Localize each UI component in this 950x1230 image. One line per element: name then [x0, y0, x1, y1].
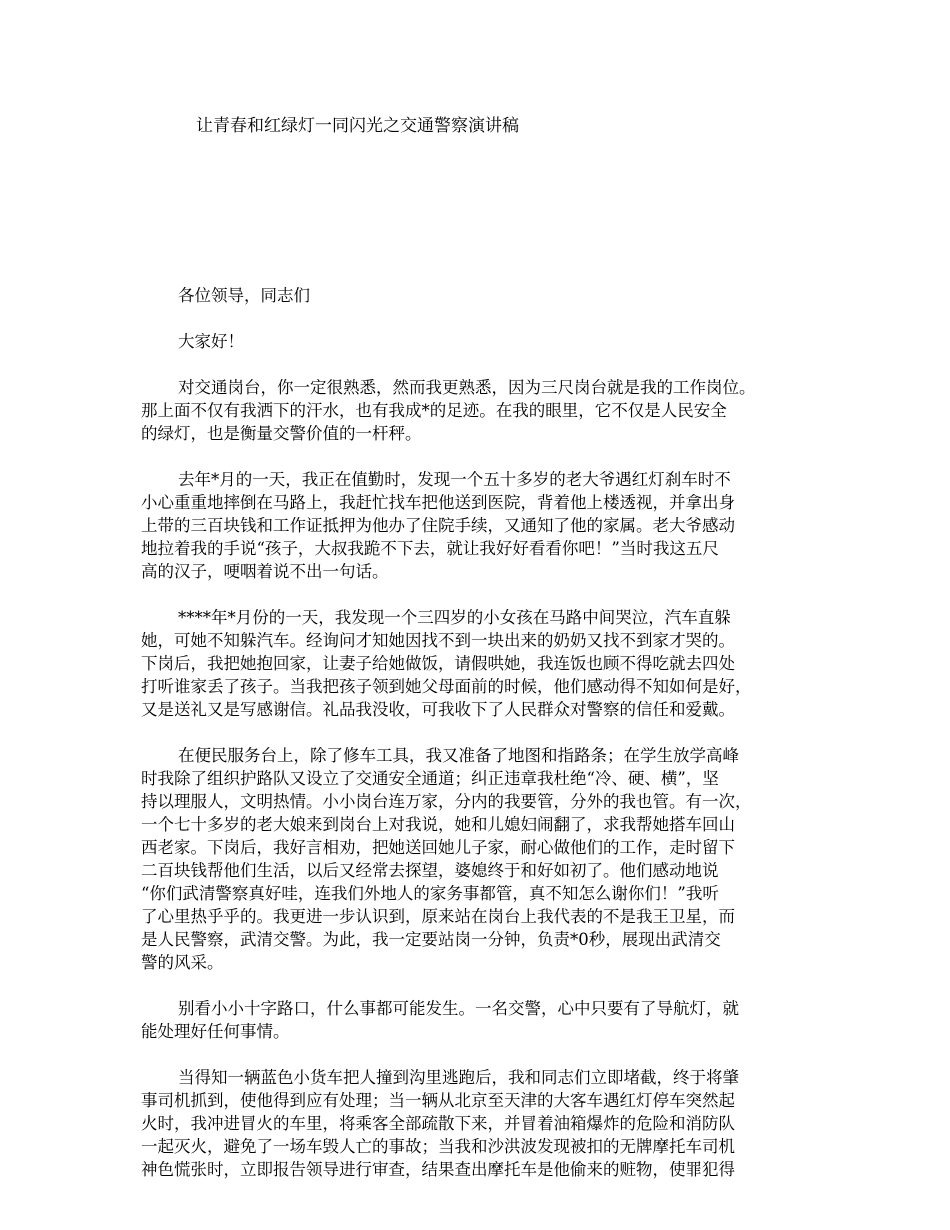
paragraph-line: 当得知一辆蓝色小货车把人撞到沟里逃跑后，我和同志们立即堵截，终于将肇 — [178, 1068, 739, 1087]
paragraph-line: 西老家。下岗后，我好言相劝，把她送回她儿子家，耐心做他们的工作，走时留下 — [141, 838, 735, 857]
paragraph-line: “你们武清警察真好哇，连我们外地人的家务事都管，真不知怎么谢你们！”我听 — [141, 884, 719, 903]
paragraph-line: 又是送礼又是写感谢信。礼品我没收，可我收下了人民群众对警察的信任和爱戴。 — [141, 700, 735, 719]
paragraph-line: ****年*月份的一天，我发现一个三四岁的小女孩在马路中间哭泣，汽车直躲 — [178, 608, 731, 627]
paragraph-line: 高的汉子，哽咽着说不出一句话。 — [141, 562, 389, 581]
paragraph-line: 去年*月的一天，我正在值勤时，发现一个五十多岁的老大爷遇红灯刹车时不 — [178, 470, 731, 489]
paragraph-line: 时我除了组织护路队又设立了交通安全通道；纠正违章我杜绝“冷、硬、横”，坚 — [141, 769, 719, 788]
paragraph-line: 上带的三百块钱和工作证抵押为他办了住院手续，又通知了他的家属。老大爷感动 — [141, 516, 735, 535]
paragraph-line: 的绿灯，也是衡量交警价值的一杆秤。 — [141, 424, 422, 443]
paragraph-line: 大家好！ — [178, 332, 244, 351]
paragraph-line: 火时，我冲进冒火的车里，将乘客全部疏散下来，并冒着油箱爆炸的危险和消防队 — [141, 1114, 735, 1133]
paragraph-line: 那上面不仅有我洒下的汗水，也有我成*的足迹。在我的眼里，它不仅是人民安全 — [141, 401, 727, 420]
paragraph-line: 二百块钱帮他们生活，以后又经常去探望，婆媳终于和好如初了。他们感动地说 — [141, 861, 719, 880]
paragraph-line: 警的风采。 — [141, 953, 224, 972]
paragraph-line: 小心重重地摔倒在马路上，我赶忙找车把他送到医院，背着他上楼透视，并拿出身 — [141, 493, 735, 512]
paragraph-line: 地拉着我的手说“孩子，大叔我跪不下去，就让我好好看看你吧！”当时我这五尺 — [141, 539, 719, 558]
paragraph-line: 各位领导，同志们 — [178, 286, 310, 305]
paragraph-line: 对交通岗台，你一定很熟悉，然而我更熟悉，因为三尺岗台就是我的工作岗位。 — [178, 378, 756, 397]
paragraph-line: 打听谁家丢了孩子。当我把孩子领到她父母面前的时候，他们感动得不知如何是好， — [141, 677, 752, 696]
document-title: 让青春和红绿灯一同闪光之交通警察演讲稿 — [196, 116, 519, 136]
paragraph-line: 下岗后，我把她抱回家，让妻子给她做饭，请假哄她，我连饭也顾不得吃就去四处 — [141, 654, 735, 673]
paragraph-line: 事司机抓到，使他得到应有处理；当一辆从北京至天津的大客车遇红灯停车突然起 — [141, 1091, 735, 1110]
document-body — [141, 284, 813, 1181]
paragraph-line: 神色慌张时，立即报告领导进行审查，结果查出摩托车是他偷来的赃物，使罪犯得 — [141, 1160, 735, 1179]
paragraph-line: 是人民警察，武清交警。为此，我一定要站岗一分钟，负责*0秒，展现出武清交 — [141, 930, 721, 949]
paragraph-line: 别看小小十字路口，什么事都可能发生。一名交警，心中只要有了导航灯，就 — [178, 999, 739, 1018]
paragraph-line: 一起灭火，避免了一场车毁人亡的事故；当我和沙洪波发现被扣的无牌摩托车司机 — [141, 1137, 735, 1156]
paragraph-line: 了心里热乎乎的。我更进一步认识到，原来站在岗台上我代表的不是我王卫星，而 — [141, 907, 735, 926]
paragraph-line: 在便民服务台上，除了修车工具，我又准备了地图和指路条；在学生放学高峰 — [178, 746, 739, 765]
paragraph-line: 她，可她不知躲汽车。经询问才知她因找不到一块出来的奶奶又找不到家才哭的。 — [141, 631, 735, 650]
paragraph-line: 持以理服人，文明热情。小小岗台连万家，分内的我要管，分外的我也管。有一次， — [141, 792, 752, 811]
paragraph-line: 能处理好任何事情。 — [141, 1022, 290, 1041]
paragraph-line: 一个七十多岁的老大娘来到岗台上对我说，她和儿媳妇闹翻了，求我帮她搭车回山 — [141, 815, 735, 834]
